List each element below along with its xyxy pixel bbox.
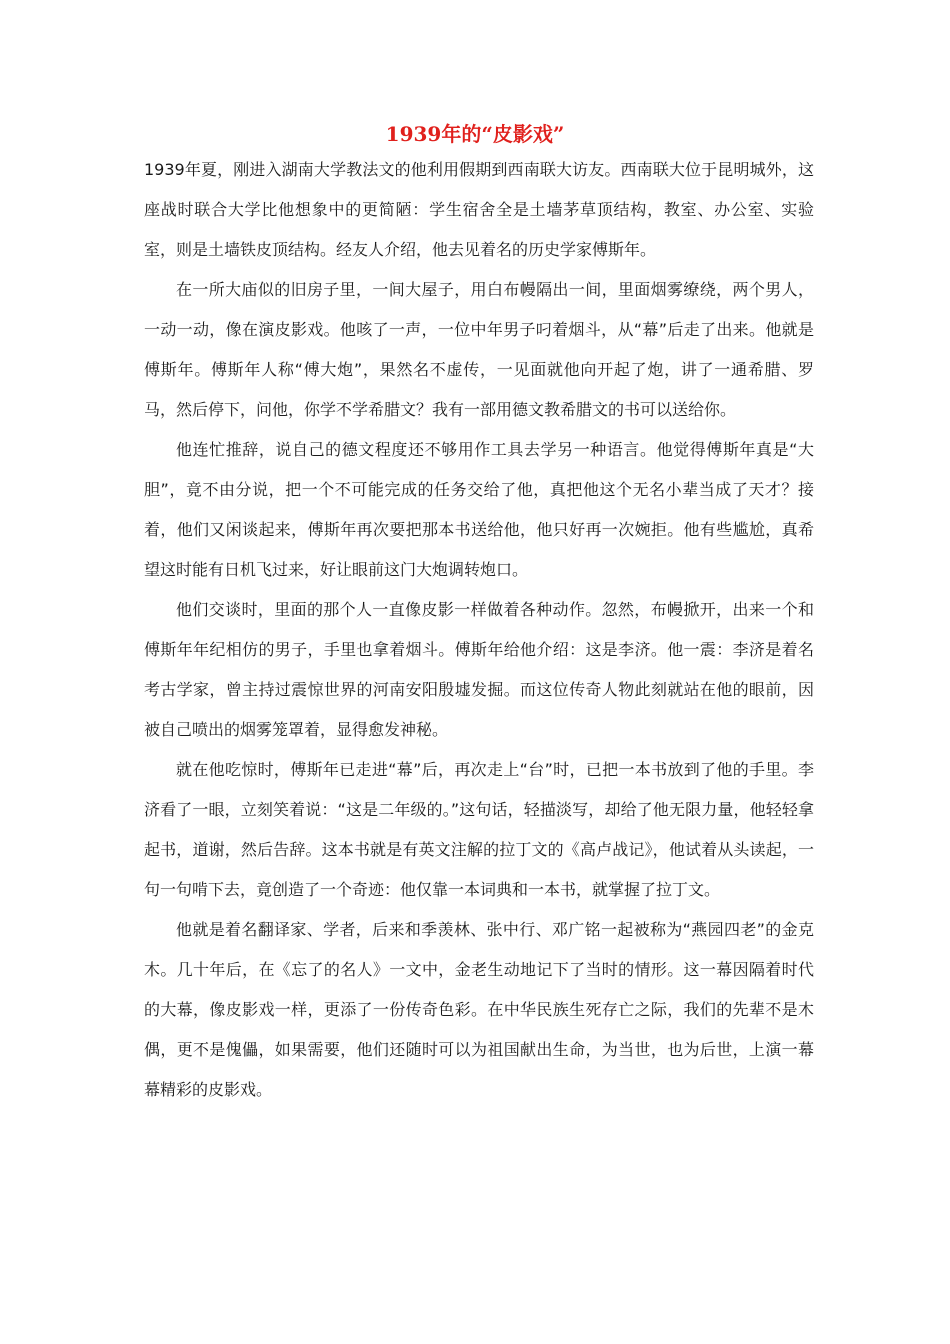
paragraph-5: 就在他吃惊时，傅斯年已走进“幕”后，再次走上“台”时，已把一本书放到了他的手里。李济看了一眼，立刻笑着说：“这是二年级的。”这句话，轻描淡写，却给了他无限力量，他轻轻拿起书，道谢，然后告辞。这本书就是有英文注解的拉丁文的《高卢战记》，他试着从头读起，一句一句啃下去，竟创造了一个奇迹：他仅靠一本词典和一本书，就掌握了拉丁文。 bbox=[144, 760, 814, 899]
article-body bbox=[144, 150, 814, 1110]
paragraph-4: 他们交谈时，里面的那个人一直像皮影一样做着各种动作。忽然，布幔掀开，出来一个和傅斯年年纪相仿的男子，手里也拿着烟斗。傅斯年给他介绍：这是李济。他一震：李济是着名考古学家，曾主持过震惊世界的河南安阳殷墟发掘。而这位传奇人物此刻就站在他的眼前，因被自己喷出的烟雾笼罩着，显得愈发神秘。 bbox=[144, 600, 814, 739]
page-title: 1939年的“皮影戏” bbox=[385, 122, 565, 146]
paragraph-6: 他就是着名翻译家、学者，后来和季羡林、张中行、邓广铭一起被称为“燕园四老”的金克木。几十年后，在《忘了的名人》一文中，金老生动地记下了当时的情形。这一幕因隔着时代的大幕，像皮影戏一样，更添了一份传奇色彩。在中华民族生死存亡之际，我们的先辈不是木偶，更不是傀儡，如果需要，他们还随时可以为祖国献出生命，为当世，也为后世，上演一幕幕精彩的皮影戏。 bbox=[144, 920, 814, 1099]
paragraph-1: 1939年夏，刚进入湖南大学教法文的他利用假期到西南联大访友。西南联大位于昆明城外，这座战时联合大学比他想象中的更简陋：学生宿舍全是土墙茅草顶结构，教室、办公室、实验室，则是土墙铁皮顶结构。经友人介绍，他去见着名的历史学家傅斯年。 bbox=[144, 160, 814, 259]
paragraph-2: 在一所大庙似的旧房子里，一间大屋子，用白布幔隔出一间，里面烟雾缭绕，两个男人，一动一动，像在演皮影戏。他咳了一声，一位中年男子叼着烟斗，从“幕”后走了出来。他就是傅斯年。傅斯年人称“傅大炮”，果然名不虚传，一见面就他向开起了炮，讲了一通希腊、罗马，然后停下，问他，你学不学希腊文？我有一部用德文教希腊文的书可以送给你。 bbox=[144, 280, 814, 419]
paragraph-3: 他连忙推辞，说自己的德文程度还不够用作工具去学另一种语言。他觉得傅斯年真是“大胆”，竟不由分说，把一个不可能完成的任务交给了他，真把他这个无名小辈当成了天才？接着，他们又闲谈起来，傅斯年再次要把那本书送给他，他只好再一次婉拒。他有些尴尬，真希望这时能有日机飞过来，好让眼前这门大炮调转炮口。 bbox=[144, 440, 814, 579]
